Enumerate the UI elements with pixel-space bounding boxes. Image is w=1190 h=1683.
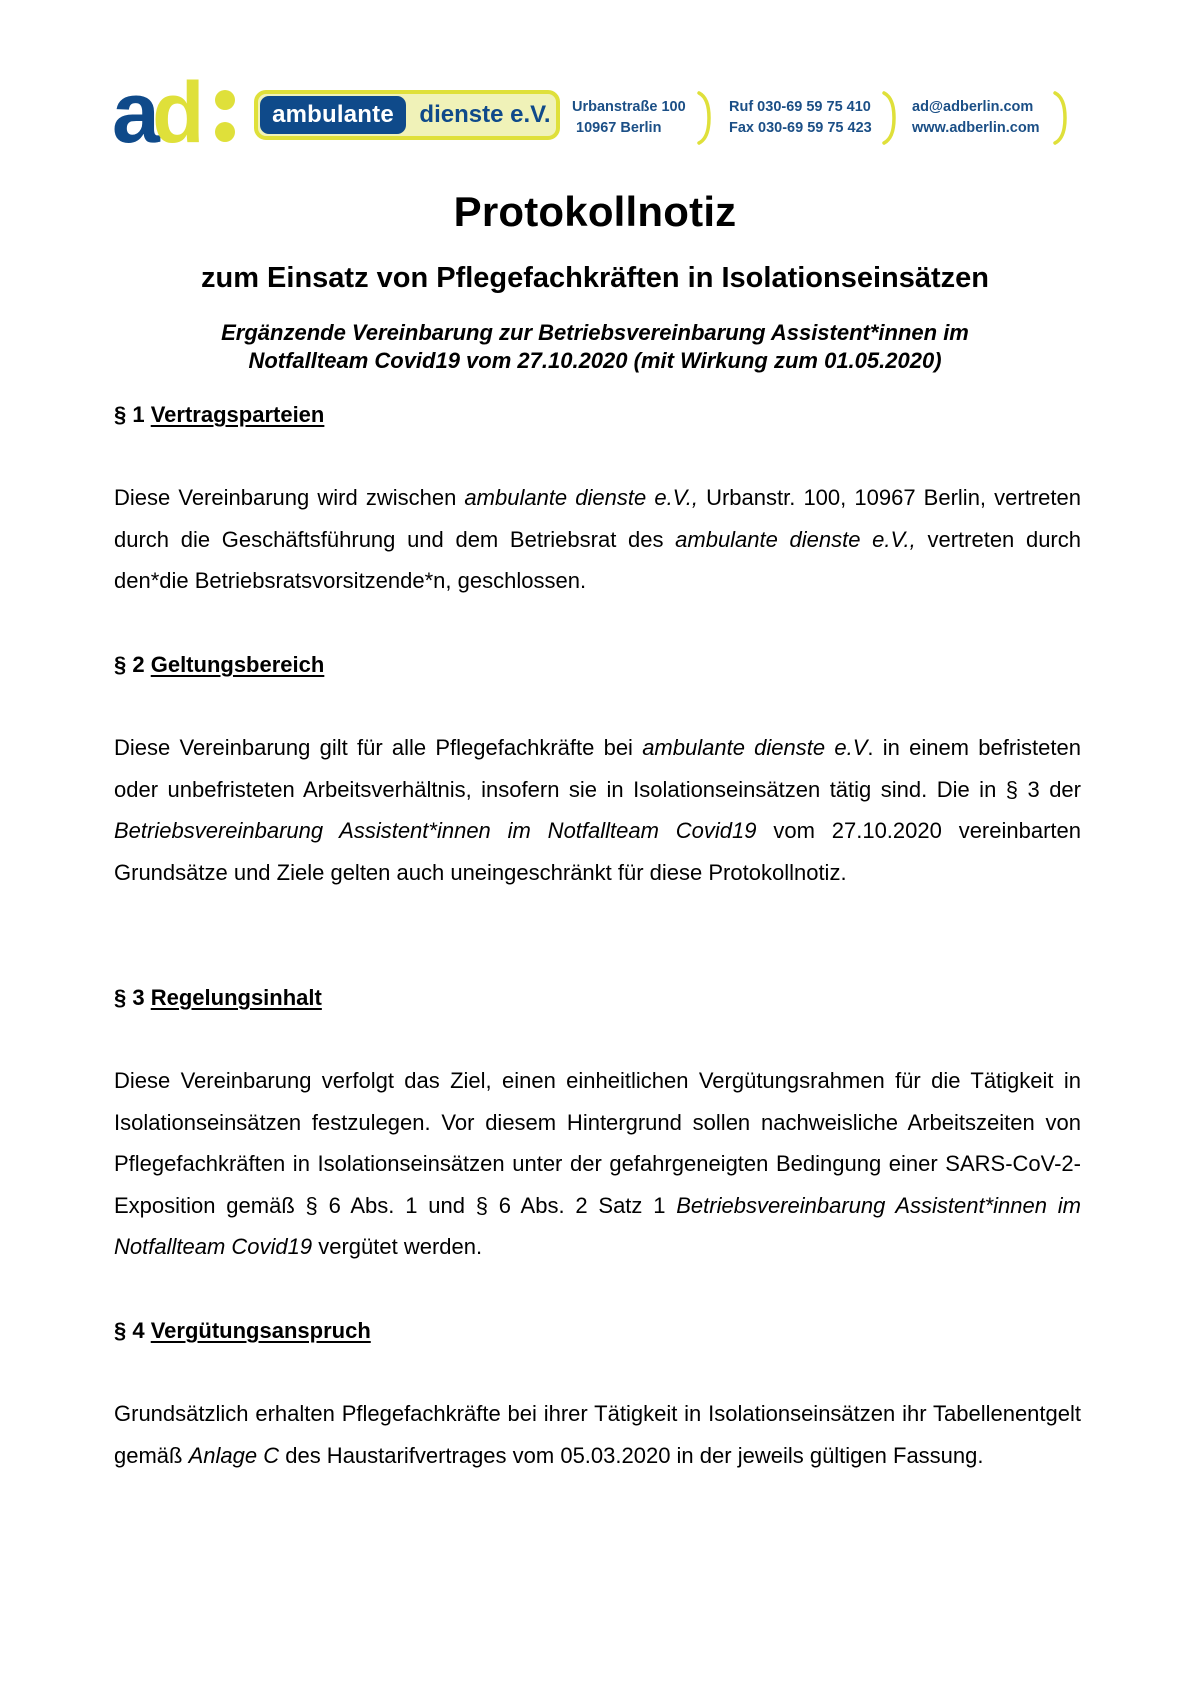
phone-number: Ruf 030-69 59 75 410 — [729, 99, 871, 115]
web-block — [912, 97, 1040, 139]
letterhead — [0, 0, 1190, 160]
text-run-italic: Betriebsvereinbarung Assistent*innen im Notfallteam Covid19 — [114, 1192, 1081, 1260]
section-title: Regelungsinhalt — [150, 985, 322, 1010]
text-run: Grundsätzlich erhalten Pflegefachkräfte bei ihrer Tätigkeit in Isolationseinsätzen ihr Tabellenentgelt gemäß — [114, 1401, 1081, 1468]
fax-number: Fax 030-69 59 75 423 — [729, 120, 872, 136]
text-run-italic: Betriebsvereinbarung Assistent*innen im Notfallteam Covid19 — [114, 818, 757, 844]
svg-text:a: a — [112, 65, 154, 148]
logo-word-dienste: dienste e.V. — [419, 101, 551, 128]
text-run-italic: ambulante dienste e.V., — [464, 485, 698, 510]
text-run: Diese Vereinbarung gilt für alle Pflegefachkräfte bei — [114, 735, 643, 760]
text-run: vom 27.10.2020 vereinbarten Grundsätze und Ziele gelten auch uneingeschränkt für diese Protokollnotiz. — [114, 818, 1081, 885]
ad-logo-icon — [112, 62, 242, 148]
text-run: Diese Vereinbarung wird zwischen — [114, 485, 465, 510]
document-subtitle: zum Einsatz von Pflegefachkräften in Isolationseinsätzen — [200, 262, 989, 294]
text-run-italic: ambulante dienste e.V — [642, 735, 868, 760]
section-title: Geltungsbereich — [150, 652, 325, 677]
phone-block — [729, 97, 872, 139]
text-run: . in einem befristeten oder unbefristeten Arbeitsverhältnis, insofern sie in Isolationseinsätzen tätig sind. Die in § 3 der — [114, 735, 1081, 802]
address-city: 10967 Berlin — [576, 120, 662, 136]
bracket-divider-icon — [696, 90, 712, 146]
section-heading-4 — [114, 1318, 371, 1344]
subsubtitle-line-1: Ergänzende Vereinbarung zur Betriebsvereinbarung Assistent*innen im — [221, 320, 969, 345]
section-number: § 2 — [114, 652, 145, 677]
section-title: Vergütungsanspruch — [150, 1318, 371, 1343]
text-run: Diese Vereinbarung verfolgt das Ziel, einen einheitlichen Vergütungsrahmen für die Tätigkeit in Isolationseinsätzen festzulegen. Vor diesem Hintergrund sollen nachweisliche Arbeitszeiten von Pflegefachkräften in Isolationseinsätzen unter der gefahrgeneigten Bedingung einer SARS-CoV-2-Exposition gemäß § 6 Abs. 1 und § 6 Abs. 2 Satz 1 — [114, 1068, 1081, 1218]
section-number: § 4 — [114, 1318, 145, 1343]
section-paragraph-4 — [114, 1393, 1081, 1476]
document-title: Protokollnotiz — [453, 188, 737, 235]
logo-wordmark — [254, 90, 560, 140]
bracket-divider-icon — [1052, 90, 1068, 146]
section-number: § 1 — [114, 402, 145, 427]
address-block — [572, 97, 686, 139]
website-link[interactable]: www.adberlin.com — [912, 120, 1040, 136]
section-heading-2 — [114, 652, 324, 678]
section-paragraph-2 — [114, 727, 1081, 893]
text-run: vergütet werden. — [312, 1234, 483, 1260]
section-heading-1 — [114, 402, 324, 428]
subsubtitle-line-2: Notfallteam Covid19 vom 27.10.2020 (mit Wirkung zum 01.05.2020) — [248, 348, 942, 373]
section-title: Vertragsparteien — [150, 402, 325, 427]
svg-text:d: d — [152, 65, 205, 148]
text-run-italic: Anlage C — [188, 1442, 280, 1468]
section-paragraph-3 — [114, 1060, 1081, 1268]
section-number: § 3 — [114, 985, 145, 1010]
email-link[interactable]: ad@adberlin.com — [912, 99, 1034, 115]
section-paragraph-1 — [114, 477, 1081, 602]
text-run: Urbanstr. 100, 10967 Berlin, vertreten durch die Geschäftsführung und dem Betriebsrat des — [114, 485, 1081, 552]
logo-word-ambulante: ambulante — [260, 96, 406, 134]
bracket-divider-icon — [881, 90, 897, 146]
document-subsubtitle — [100, 319, 1090, 375]
text-run: des Haustarifvertrages vom 05.03.2020 in der jeweils gültigen Fassung. — [279, 1442, 984, 1468]
address-street: Urbanstraße 100 — [572, 99, 686, 115]
section-heading-3 — [114, 985, 322, 1011]
text-run-italic: ambulante dienste e.V., — [675, 526, 916, 552]
text-run: vertreten durch den*die Betriebsratsvorsitzende*n, geschlossen. — [114, 526, 1081, 594]
